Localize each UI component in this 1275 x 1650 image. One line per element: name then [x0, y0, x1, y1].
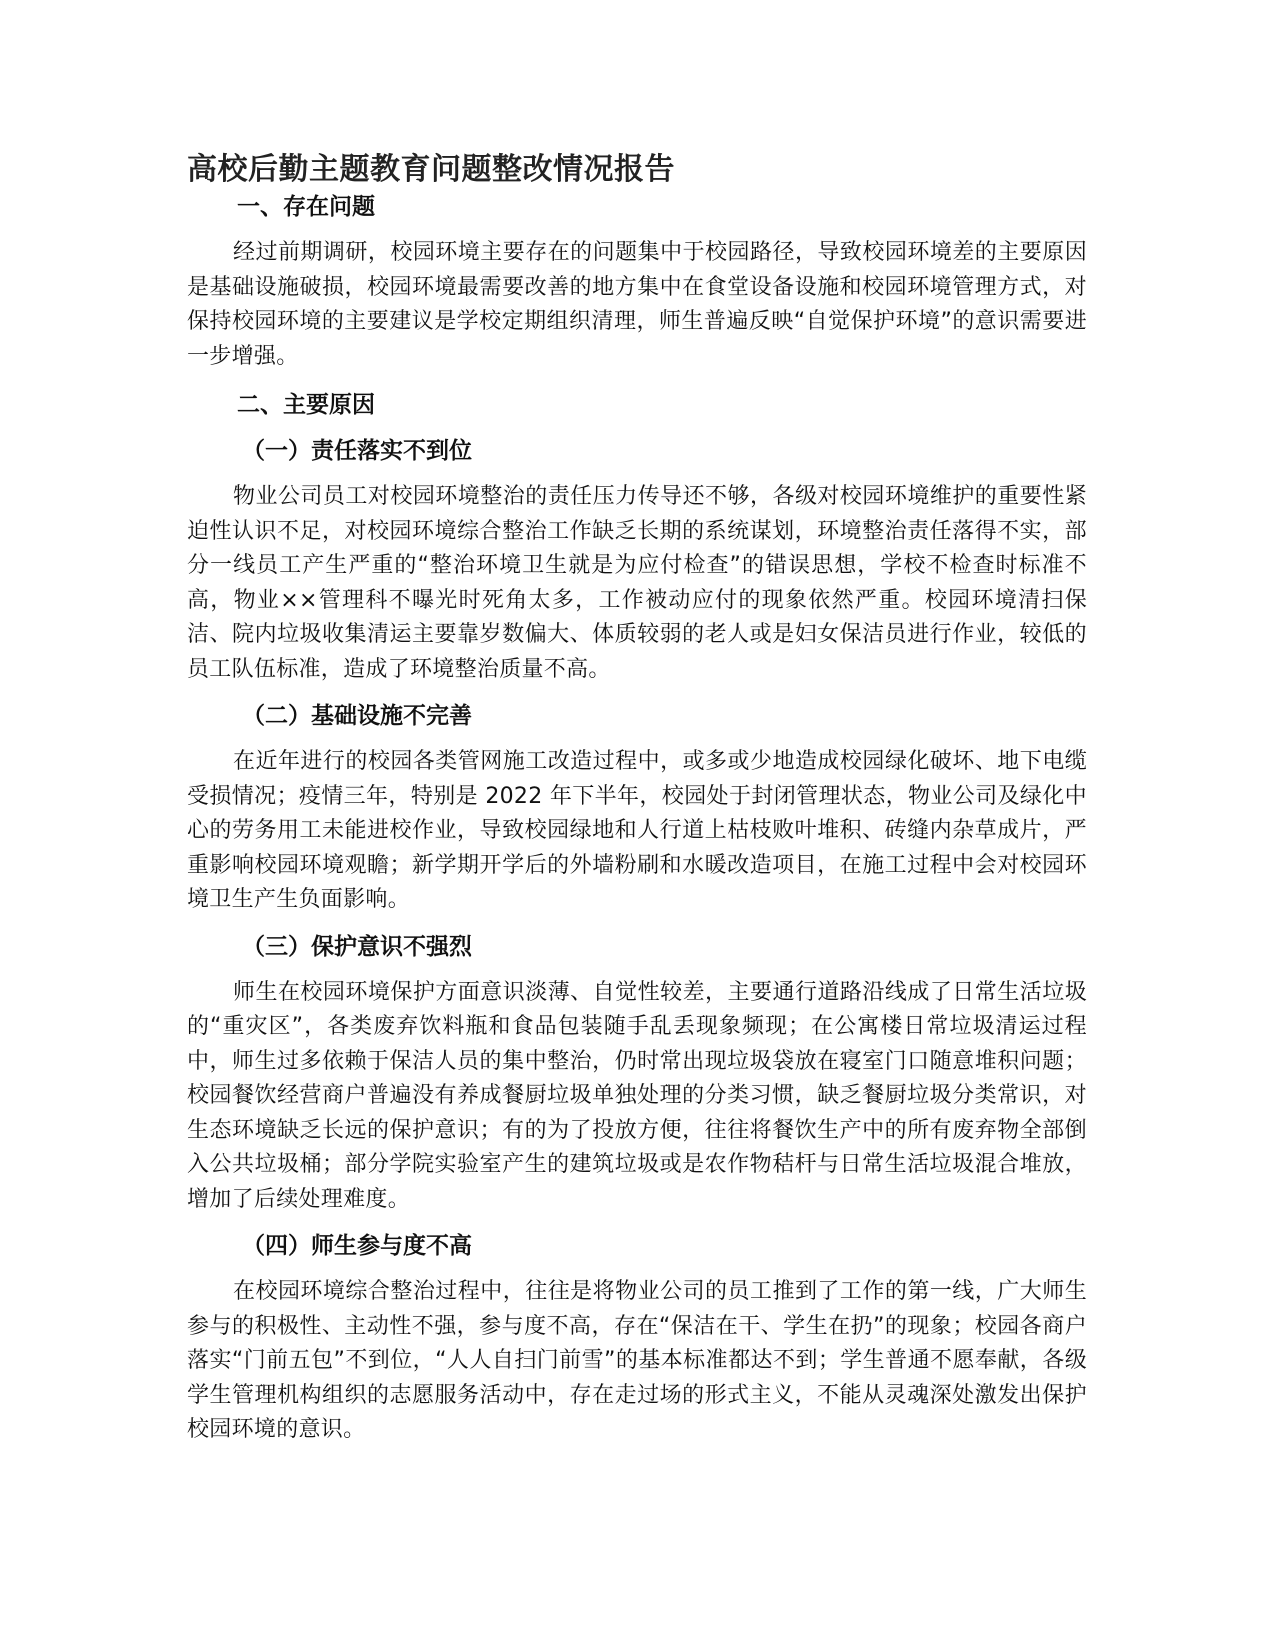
subsection-heading-responsibility: （一）责任落实不到位 — [242, 438, 472, 464]
subsection-heading-awareness: （三）保护意识不强烈 — [242, 933, 472, 960]
section-paragraph-problems: 经过前期调研，校园环境主要存在的问题集中于校园路径，导致校园环境差的主要原因是基础设施破损，校园环境最需要改善的地方集中在食堂设备设施和校园环境管理方式，对保持校园环境的主要建议是学校定期组织清理，师生普遍反映“自觉保护环境”的意识需要进一步增强。 — [187, 240, 1087, 369]
subsection-heading-infrastructure: （二）基础设施不完善 — [242, 703, 472, 729]
section-heading-causes: 二、主要原因 — [237, 392, 375, 418]
subsection-heading-participation: （四）师生参与度不高 — [242, 1233, 472, 1259]
document-body — [187, 150, 1087, 1448]
section-heading-problems: 一、存在问题 — [237, 194, 375, 220]
document-title: 高校后勤主题教育问题整改情况报告 — [187, 152, 675, 187]
subsection-paragraph-infrastructure: 在近年进行的校园各类管网施工改造过程中，或多或少地造成校园绿化破坏、地下电缆受损情况；疫情三年，特别是 2022 年下半年，校园处于封闭管理状态，物业公司及绿化中心的劳务用工未能进校作业，导致校园绿地和人行道上枯枝败叶堆积、砖缝内杂草成片，严重影响校园环境观瞻；新学期开学后的外墙粉刷和水暖改造项目，在施工过程中会对校园环境卫生产生负面影响。 — [187, 749, 1087, 912]
subsection-paragraph-awareness: 师生在校园环境保护方面意识淡薄、自觉性较差，主要通行道路沿线成了日常生活垃圾的“重灾区”，各类废弃饮料瓶和食品包装随手乱丢现象频现；在公寓楼日常垃圾清运过程中，师生过多依赖于保洁人员的集中整治，仍时常出现垃圾袋放在寝室门口随意堆积问题；校园餐饮经营商户普遍没有养成餐厨垃圾单独处理的分类习惯，缺乏餐厨垃圾分类常识，对生态环境缺乏长远的保护意识；有的为了投放方便，往往将餐饮生产中的所有废弃物全部倒入公共垃圾桶；部分学院实验室产生的建筑垃圾或是农作物秸杆与日常生活垃圾混合堆放，增加了后续处理难度。 — [187, 979, 1087, 1212]
subsection-paragraph-responsibility: 物业公司员工对校园环境整治的责任压力传导还不够，各级对校园环境维护的重要性紧迫性认识不足，对校园环境综合整治工作缺乏长期的系统谋划，环境整治责任落得不实，部分一线员工产生严重的“整治环境卫生就是为应付检查”的错误思想，学校不检查时标准不高，物业××管理科不曝光时死角太多，工作被动应付的现象依然严重。校园环境清扫保洁、院内垃圾收集清运主要靠岁数偏大、体质较弱的老人或是妇女保洁员进行作业，较低的员工队伍标准，造成了环境整治质量不高。 — [187, 484, 1087, 682]
subsection-paragraph-participation: 在校园环境综合整治过程中，往往是将物业公司的员工推到了工作的第一线，广大师生参与的积极性、主动性不强，参与度不高，存在“保洁在干、学生在扔”的现象；校园各商户落实“门前五包”不到位，“人人自扫门前雪”的基本标准都达不到；学生普通不愿奉献，各级学生管理机构组织的志愿服务活动中，存在走过场的形式主义，不能从灵魂深处激发出保护校园环境的意识。 — [187, 1279, 1087, 1442]
